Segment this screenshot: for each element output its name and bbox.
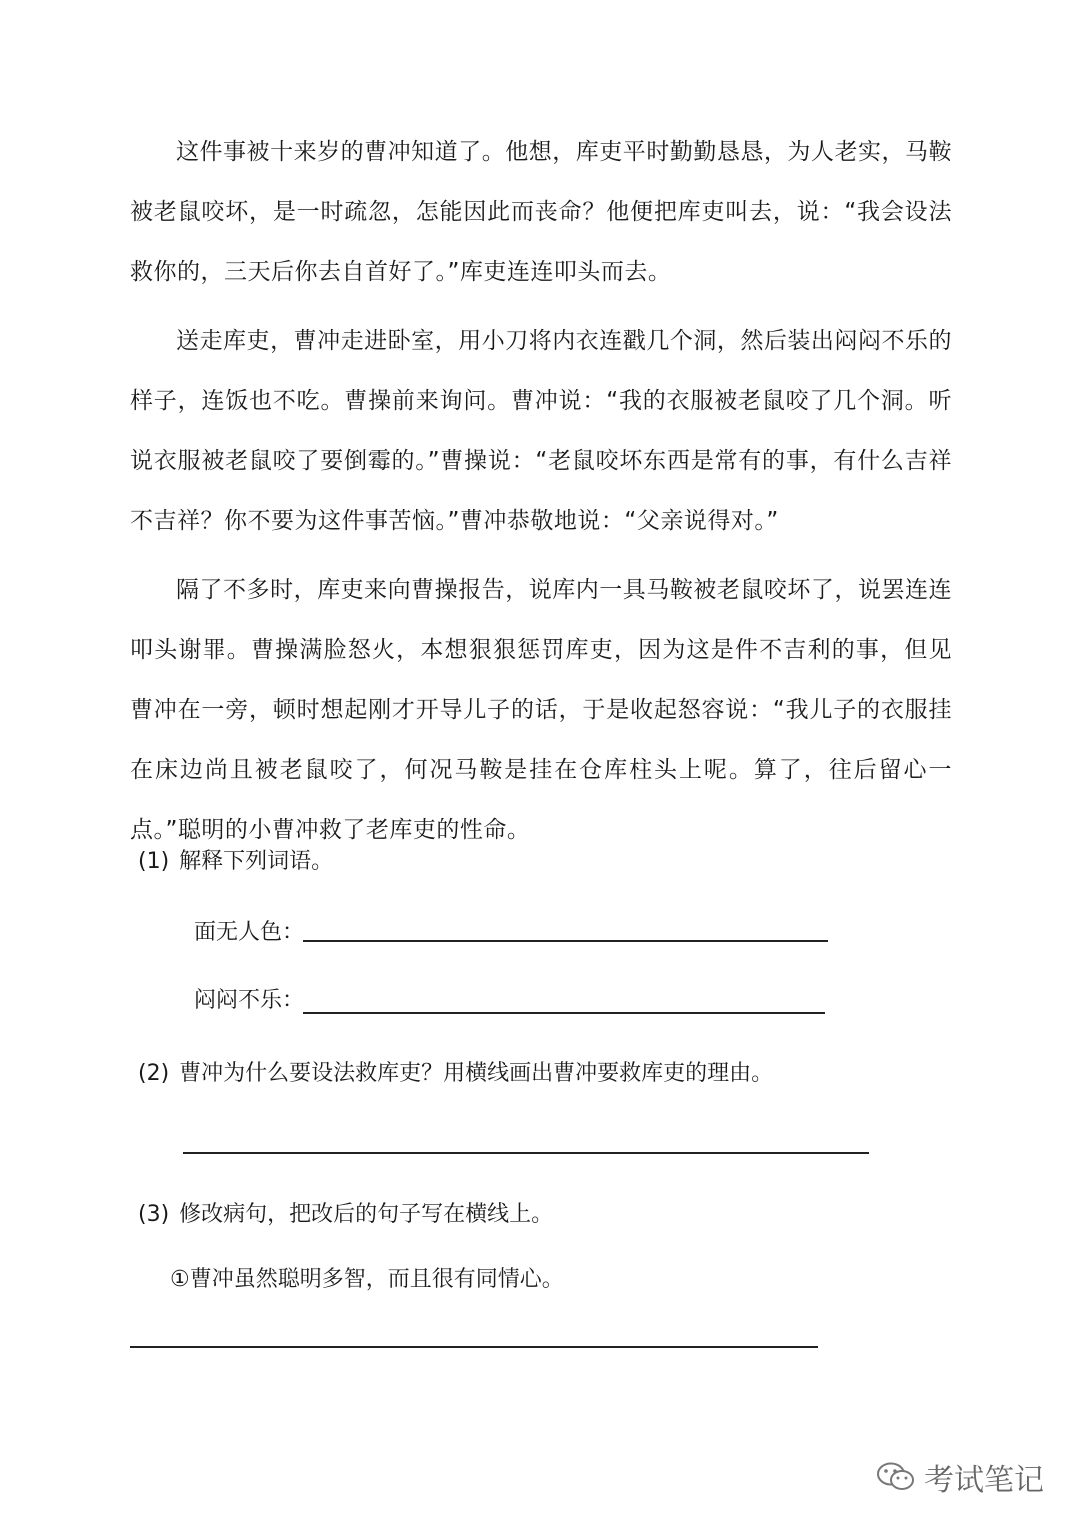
- term-1-label: 面无人色：: [194, 920, 305, 945]
- watermark: [876, 1455, 1044, 1499]
- question-3-number: (3): [138, 1202, 170, 1227]
- answer-line-question-2[interactable]: [183, 1152, 869, 1154]
- question-2: [138, 1059, 773, 1089]
- passage-paragraph-3: 隔了不多时，库吏来向曹操报告，说库内一具马鞍被老鼠咬坏了，说罢连连叩头谢罪。曹操满脸怒火，本想狠狠惩罚库吏，因为这是件不吉利的事，但见曹冲在一旁，顿时想起刚才开导儿子的话，于是收起怒容说：“我儿子的衣服挂在床边尚且被老鼠咬了，何况马鞍是挂在仓库柱头上呢。算了，往后留心一点。”聪明的小曹冲救了老库吏的性命。: [130, 577, 952, 843]
- passage-paragraph-1: 这件事被十来岁的曹冲知道了。他想，库吏平时勤勤恳恳，为人老实，马鞍被老鼠咬坏，是一时疏忽，怎能因此而丧命？他便把库吏叫去，说：“我会设法救你的，三天后你去自首好了。”库吏连连叩头而去。: [130, 139, 952, 285]
- passage-paragraph-2: 送走库吏，曹冲走进卧室，用小刀将内衣连戳几个洞，然后装出闷闷不乐的样子，连饭也不吃。曹操前来询问。曹冲说：“我的衣服被老鼠咬了几个洞。听说衣服被老鼠咬了要倒霉的。”曹操说：“老鼠咬坏东西是常有的事，有什么吉祥不吉祥？你不要为这件事苦恼。”曹冲恭敬地说：“父亲说得对。”: [130, 328, 952, 534]
- watermark-text: 考试笔记: [924, 1463, 1044, 1498]
- term-2-label: 闷闷不乐：: [194, 988, 305, 1013]
- question-3: [138, 1200, 553, 1230]
- answer-line-term-2[interactable]: [303, 1012, 825, 1014]
- wechat-icon: [876, 1461, 916, 1493]
- question-1-text: 解释下列词语。: [179, 849, 334, 874]
- question-3-sentence-1: ①曹冲虽然聪明多智，而且很有同情心。: [170, 1267, 564, 1292]
- question-1: [138, 847, 333, 877]
- answer-line-term-1[interactable]: [303, 940, 828, 942]
- question-3-text: 修改病句，把改后的句子写在横线上。: [179, 1202, 554, 1227]
- question-2-text: 曹冲为什么要设法救库吏？用横线画出曹冲要救库吏的理由。: [179, 1061, 774, 1086]
- answer-line-question-3-1[interactable]: [130, 1346, 818, 1348]
- question-1-number: (1): [138, 849, 170, 874]
- question-2-number: (2): [138, 1061, 170, 1086]
